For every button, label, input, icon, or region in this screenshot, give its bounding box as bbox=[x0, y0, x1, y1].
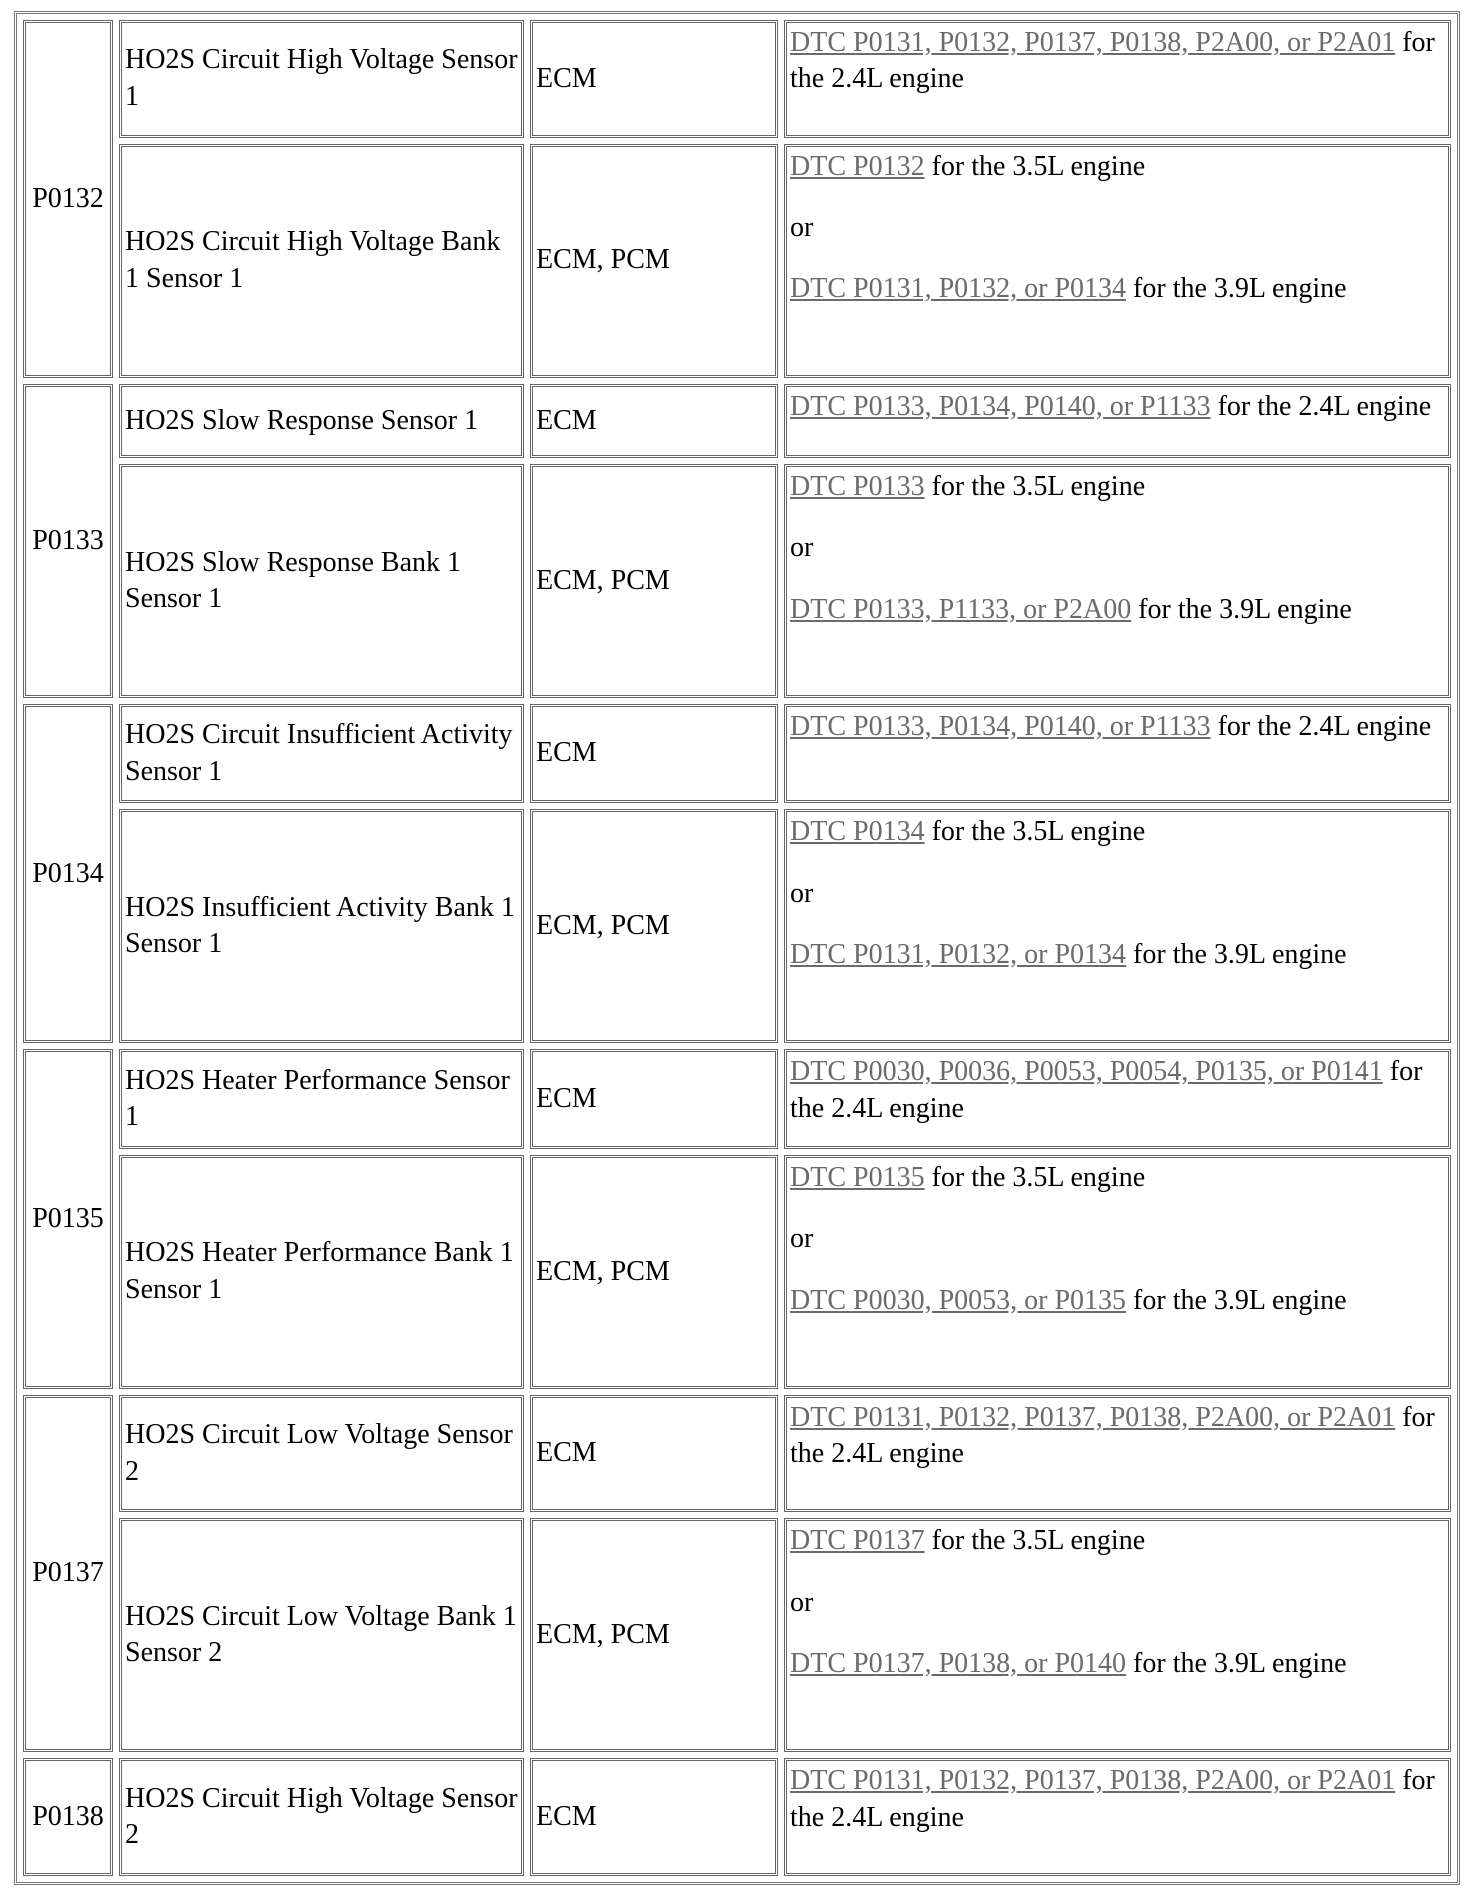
description-cell: HO2S Circuit Low Voltage Bank 1 Sensor 2 bbox=[119, 1518, 524, 1752]
table-row bbox=[23, 144, 1451, 378]
or-separator: or bbox=[790, 877, 814, 909]
procedure-suffix: for the 2.4L engine bbox=[790, 1401, 1435, 1470]
module-cell: ECM, PCM bbox=[530, 144, 778, 378]
procedure-entry bbox=[790, 709, 1445, 745]
description-cell: HO2S Insufficient Activity Bank 1 Sensor 1 bbox=[119, 809, 524, 1043]
table-row bbox=[23, 384, 1451, 458]
procedure-suffix: for the 2.4L engine bbox=[1210, 390, 1432, 422]
module-cell: ECM, PCM bbox=[530, 1155, 778, 1389]
table-row bbox=[23, 704, 1451, 803]
module-cell: ECM bbox=[530, 1758, 778, 1876]
description-cell: HO2S Slow Response Sensor 1 bbox=[119, 384, 524, 458]
procedure-entry bbox=[790, 814, 1445, 850]
procedure-suffix: for the 3.5L engine bbox=[924, 471, 1146, 502]
dtc-table-body bbox=[23, 20, 1451, 1876]
dtc-code-cell: P0138 bbox=[23, 1758, 113, 1876]
table-row bbox=[23, 1518, 1451, 1752]
or-separator: or bbox=[790, 1223, 814, 1255]
procedure-suffix: for the 3.9L engine bbox=[1126, 1284, 1347, 1316]
diagnostic-procedure-cell bbox=[784, 1049, 1451, 1148]
module-cell: ECM bbox=[530, 704, 778, 803]
procedure-link[interactable]: DTC P0137, P0138, or P0140 bbox=[790, 1648, 1127, 1680]
module-cell: ECM bbox=[530, 1395, 778, 1513]
diagnostic-procedure-cell bbox=[784, 704, 1451, 803]
table-row bbox=[23, 1758, 1451, 1876]
procedure-suffix: for the 3.5L engine bbox=[924, 150, 1146, 182]
procedure-entry bbox=[790, 1400, 1445, 1473]
procedure-suffix: for the 2.4L engine bbox=[1210, 711, 1432, 743]
procedure-entry bbox=[790, 1283, 1445, 1319]
description-cell: HO2S Circuit Low Voltage Sensor 2 bbox=[119, 1395, 524, 1513]
procedure-suffix: for the 3.9L engine bbox=[1126, 273, 1347, 305]
procedure-suffix: for the 3.9L engine bbox=[1126, 939, 1347, 971]
procedure-link[interactable]: DTC P0030, P0036, P0053, P0054, P0135, or P0141 bbox=[790, 1056, 1383, 1088]
procedure-suffix: for the 3.5L engine bbox=[924, 1161, 1146, 1193]
procedure-link[interactable]: DTC P0131, P0132, or P0134 bbox=[790, 273, 1127, 305]
diagnostic-procedure-cell bbox=[784, 20, 1451, 138]
procedure-entry bbox=[790, 271, 1445, 307]
module-cell: ECM bbox=[530, 384, 778, 458]
or-separator: or bbox=[790, 1586, 814, 1618]
module-cell: ECM, PCM bbox=[530, 464, 778, 698]
procedure-link[interactable]: DTC P0133, P1133, or P2A00 bbox=[790, 593, 1132, 625]
dtc-code-cell: P0135 bbox=[23, 1049, 113, 1388]
procedure-entry bbox=[790, 469, 1445, 505]
description-cell: HO2S Circuit Insufficient Activity Sensor 1 bbox=[119, 704, 524, 803]
module-cell: ECM bbox=[530, 20, 778, 138]
procedure-link[interactable]: DTC P0131, P0132, P0137, P0138, P2A00, or P2A01 bbox=[790, 1401, 1396, 1433]
procedure-link[interactable]: DTC P0135 bbox=[790, 1161, 925, 1193]
description-cell: HO2S Heater Performance Bank 1 Sensor 1 bbox=[119, 1155, 524, 1389]
or-separator: or bbox=[790, 532, 814, 564]
procedure-suffix: for the 2.4L engine bbox=[790, 1765, 1435, 1833]
diagnostic-procedure-cell bbox=[784, 809, 1451, 1043]
procedure-entry bbox=[790, 592, 1445, 628]
diagnostic-procedure-cell bbox=[784, 144, 1451, 378]
diagnostic-procedure-cell bbox=[784, 1155, 1451, 1389]
procedure-suffix: for the 2.4L engine bbox=[790, 27, 1435, 95]
diagnostic-procedure-cell bbox=[784, 384, 1451, 458]
diagnostic-procedure-cell bbox=[784, 464, 1451, 698]
procedure-link[interactable]: DTC P0137 bbox=[790, 1525, 925, 1557]
procedure-link[interactable]: DTC P0131, P0132, or P0134 bbox=[790, 939, 1127, 971]
table-row bbox=[23, 1049, 1451, 1148]
procedure-suffix: for the 2.4L engine bbox=[790, 1056, 1423, 1124]
procedure-entry bbox=[790, 149, 1445, 185]
table-row bbox=[23, 464, 1451, 698]
procedure-entry bbox=[790, 1054, 1445, 1127]
procedure-suffix: for the 3.9L engine bbox=[1131, 593, 1352, 625]
procedure-entry bbox=[790, 937, 1445, 973]
description-cell: HO2S Circuit High Voltage Sensor 2 bbox=[119, 1758, 524, 1876]
table-row bbox=[23, 809, 1451, 1043]
procedure-link[interactable]: DTC P0133 bbox=[790, 471, 925, 502]
dtc-table bbox=[14, 11, 1460, 1885]
description-cell: HO2S Circuit High Voltage Sensor 1 bbox=[119, 20, 524, 138]
procedure-link[interactable]: DTC P0133, P0134, P0140, or P1133 bbox=[790, 711, 1211, 743]
procedure-link[interactable]: DTC P0132 bbox=[790, 150, 925, 182]
description-cell: HO2S Slow Response Bank 1 Sensor 1 bbox=[119, 464, 524, 698]
procedure-entry bbox=[790, 25, 1445, 98]
procedure-suffix: for the 3.5L engine bbox=[924, 816, 1146, 848]
procedure-link[interactable]: DTC P0134 bbox=[790, 816, 925, 848]
table-row bbox=[23, 1155, 1451, 1389]
procedure-suffix: for the 3.5L engine bbox=[924, 1525, 1146, 1557]
procedure-link[interactable]: DTC P0131, P0132, P0137, P0138, P2A00, or P2A01 bbox=[790, 1765, 1396, 1797]
diagnostic-procedure-cell bbox=[784, 1395, 1451, 1513]
table-row bbox=[23, 20, 1451, 138]
dtc-code-cell: P0134 bbox=[23, 704, 113, 1043]
dtc-code-cell: P0133 bbox=[23, 384, 113, 698]
procedure-entry bbox=[790, 1523, 1445, 1559]
diagnostic-procedure-cell bbox=[784, 1518, 1451, 1752]
procedure-entry bbox=[790, 389, 1445, 425]
procedure-link[interactable]: DTC P0131, P0132, P0137, P0138, P2A00, or P2A01 bbox=[790, 27, 1396, 58]
dtc-code-cell: P0132 bbox=[23, 20, 113, 378]
procedure-suffix: for the 3.9L engine bbox=[1126, 1648, 1347, 1680]
module-cell: ECM, PCM bbox=[530, 809, 778, 1043]
procedure-entry bbox=[790, 1763, 1445, 1836]
description-cell: HO2S Circuit High Voltage Bank 1 Sensor 1 bbox=[119, 144, 524, 378]
procedure-link[interactable]: DTC P0030, P0053, or P0135 bbox=[790, 1284, 1127, 1316]
module-cell: ECM, PCM bbox=[530, 1518, 778, 1752]
procedure-entry bbox=[790, 1160, 1445, 1196]
procedure-link[interactable]: DTC P0133, P0134, P0140, or P1133 bbox=[790, 390, 1211, 422]
description-cell: HO2S Heater Performance Sensor 1 bbox=[119, 1049, 524, 1148]
procedure-entry bbox=[790, 1646, 1445, 1682]
diagnostic-procedure-cell bbox=[784, 1758, 1451, 1876]
dtc-code-cell: P0137 bbox=[23, 1395, 113, 1753]
module-cell: ECM bbox=[530, 1049, 778, 1148]
or-separator: or bbox=[790, 211, 814, 243]
table-row bbox=[23, 1395, 1451, 1513]
